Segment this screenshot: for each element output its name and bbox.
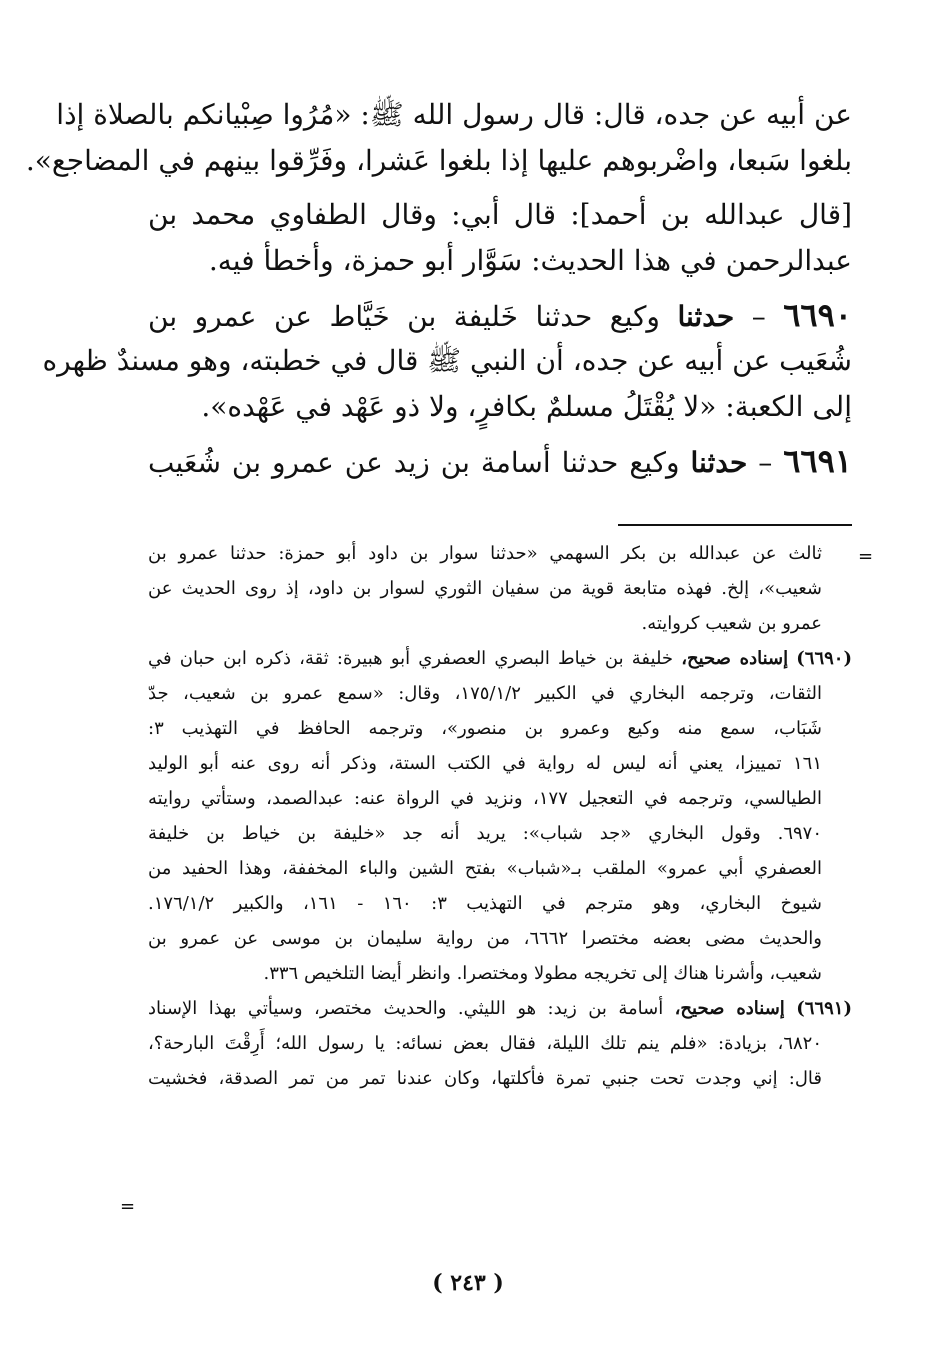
notes-text: ٦٩٧٠. وقول البخاري «جد شباب»: يريد أنه جد «خليفة بن خياط بن خليفة (148, 823, 822, 844)
main.lines-head: حدثنا (690, 446, 748, 479)
notes-line (148, 606, 852, 641)
notes-text: أسامة بن زيد: هو الليثي. والحديث مختصر، وسيأتي بهذا الإسناد (148, 998, 675, 1019)
footnotes (148, 536, 852, 1096)
continuation-marker-bottom: = (120, 1196, 136, 1217)
notes-line (148, 886, 852, 921)
notes-text: شَبَاب، سمع منه وكيع وعمرو بن منصور»، وترجمه الحافظ في التهذيب ٣: (148, 718, 822, 739)
notes-line (148, 571, 852, 606)
notes-text: شعيب»، إلخ. فهذه متابعة قوية من سفيان الثوري لسوار بن داود، إذ روى الحديث عن (148, 578, 822, 599)
notes-number: (٦٦٩٠) (796, 648, 852, 669)
notes-line (148, 781, 852, 816)
notes-text: الثقات، وترجمه البخاري في الكبير ١٧٥/١/٢، وقال: «سمع عمرو بن شعيب، جدّ (148, 683, 822, 704)
notes-head: إسناده صحيح، (674, 998, 785, 1019)
notes-text: ١٦١ تمييزا، يعني أنه ليس له رواية في الكتب الستة، وذكر أنه روى عنه أبو الوليد (148, 753, 822, 774)
notes-line (148, 816, 852, 851)
notes-line (148, 676, 852, 711)
notes-line (148, 711, 852, 746)
notes-line (148, 641, 852, 676)
notes-head: إسناده صحيح، (681, 648, 789, 669)
main.lines-line (148, 238, 852, 284)
main.lines-text: وكيع حدثنا خَليفة بن خَيَّاط عن عمرو بن (148, 300, 678, 333)
notes-line (148, 746, 852, 781)
main.lines-text: عن أبيه عن جده، قال: قال رسول الله ﷺ: «مُرُوا صِبْيانكم بالصلاة إذا (56, 98, 852, 131)
main.lines-text: [قال عبدالله بن أحمد]: قال أبي: وقال الطفاوي محمد بن (148, 198, 852, 231)
notes-text: قال: إني وجدت تحت جنبي تمرة فأكلتها، وكان عندنا تمر من تمر الصدقة، فخشيت (148, 1068, 822, 1089)
main.lines-text: إلى الكعبة: «لا يُقْتَلُ مسلمٌ بكافرٍ، ولا ذو عَهْد في عَهْده». (201, 390, 852, 423)
page-number: ( ٢٤٣ ) (432, 1270, 504, 1296)
main.lines-number: ٦٦٩٠ (783, 296, 852, 334)
notes-line (148, 956, 852, 991)
notes-text: عمرو بن شعيب كروايته. (641, 613, 822, 634)
notes-text: خليفة بن خياط البصري العصفري أبو هبيرة: ثقة، ذكره ابن حبان في (148, 648, 682, 669)
main.lines-head: حدثنا (677, 300, 735, 333)
main.lines-line (56, 92, 852, 138)
main-text (25, 92, 852, 484)
notes-line (148, 536, 852, 571)
notes-line (148, 1061, 852, 1096)
main.lines-line: ٦٦٩١ – حدثنا وكيع حدثنا أسامة بن زيد عن عمرو بن شُعَيب (148, 442, 852, 480)
notes-line (148, 921, 852, 956)
notes-text: العصفري أبي عمرو» الملقب بـ«شباب» بفتح الشين والباء المخففة، وهذا الحفيد من (148, 858, 822, 879)
main.lines-text: بلغوا سَبعا، واضْربوهم عليها إذا بلغوا عَشرا، وفَرِّقوا بينهم في المضاجع». (25, 144, 852, 177)
notes-line (148, 991, 852, 1026)
main.lines-text: عبدالرحمن في هذا الحديث: سَوَّار أبو حمزة، وأخطأ فيه. (208, 244, 852, 277)
main.lines-text: شُعَيب عن أبيه عن جده، أن النبي ﷺ قال في خطبته، وهو مسندٌ ظهره (42, 344, 852, 377)
notes-text: الطيالسي، وترجمه في التعجيل ١٧٧، ونزيد في الرواة عنه: عبدالصمد، وستأتي روايته (148, 788, 822, 809)
main.lines-text: وكيع حدثنا أسامة بن زيد عن عمرو بن شُعَيب (148, 446, 691, 479)
main.lines-line (148, 384, 852, 430)
notes-text: شيوخ البخاري، وهو مترجم في التهذيب ٣: ١٦٠ - ١٦١، والكبير ١٧٦/١/٢. (148, 893, 822, 914)
notes-text: ثالث عن عبدالله بن بكر السهمي «حدثنا سوار بن داود أبو حمزة: حدثنا عمرو بن (148, 543, 822, 564)
continuation-marker-top: = (858, 546, 874, 567)
notes-text: ٦٨٢٠، بزيادة: «فلم ينم تلك الليلة، فقال بعض نسائه: يا رسول الله؛ أَرِقْتَ البارحة؟، (148, 1033, 822, 1054)
main.lines-number: ٦٦٩١ (783, 442, 852, 480)
notes-text: شعيب، وأشرنا هناك إلى تخريجه مطولا ومختصرا. وانظر أيضا التلخيص ٣٣٦. (263, 963, 822, 984)
notes-number: (٦٦٩١) (796, 998, 852, 1019)
main.lines-line (42, 338, 852, 384)
footnote-separator (618, 524, 852, 526)
notes-line (148, 1026, 852, 1061)
notes-text: والحديث مضى بعضه مختصرا ٦٦٦٢، من رواية سليمان بن موسى عن عمرو بن (148, 928, 822, 949)
main.lines-line: ٦٦٩٠ – حدثنا وكيع حدثنا خَليفة بن خَيَّاط عن عمرو بن (148, 296, 852, 334)
main.lines-line (148, 192, 852, 238)
notes-line (148, 851, 852, 886)
main.lines-line (25, 138, 852, 184)
